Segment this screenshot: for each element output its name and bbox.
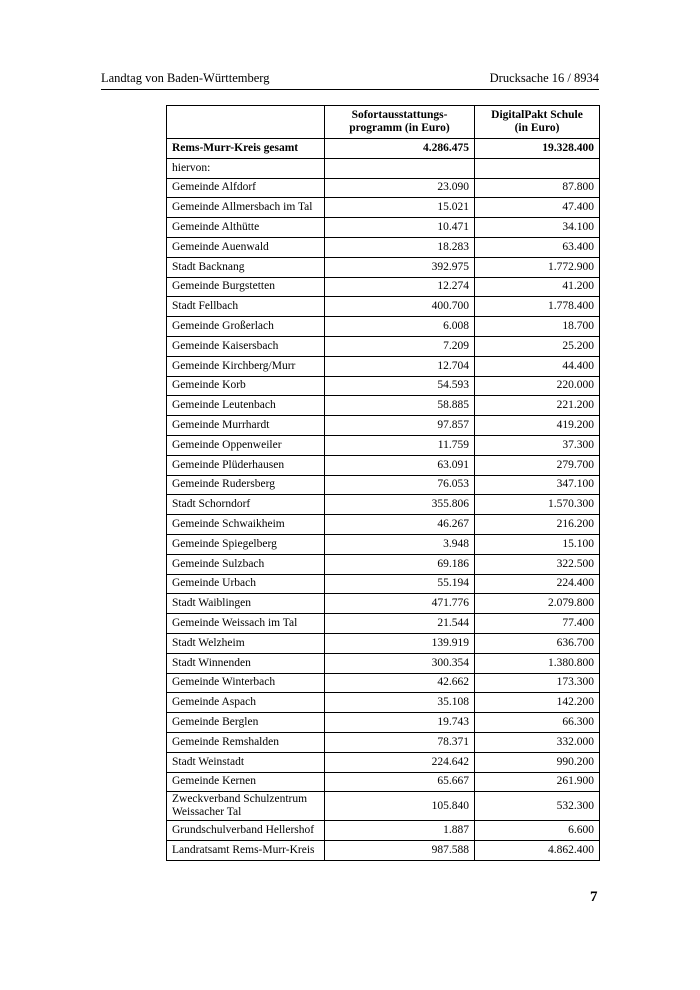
table-row bbox=[167, 257, 600, 277]
row-sofort: 10.471 bbox=[325, 218, 475, 238]
row-sofort: 392.975 bbox=[325, 257, 475, 277]
row-sofort: 65.667 bbox=[325, 772, 475, 792]
row-digital: 419.200 bbox=[475, 416, 600, 436]
row-sofort: 54.593 bbox=[325, 376, 475, 396]
row-digital: 44.400 bbox=[475, 356, 600, 376]
row-digital: 990.200 bbox=[475, 752, 600, 772]
row-sofort: 97.857 bbox=[325, 416, 475, 436]
row-sofort: 400.700 bbox=[325, 297, 475, 317]
table-row bbox=[167, 416, 600, 436]
table-row bbox=[167, 396, 600, 416]
total-sofort: 4.286.475 bbox=[325, 139, 475, 159]
table-row bbox=[167, 475, 600, 495]
row-sofort: 58.885 bbox=[325, 396, 475, 416]
row-sofort: 21.544 bbox=[325, 614, 475, 634]
row-digital: 66.300 bbox=[475, 713, 600, 733]
row-sofort: 35.108 bbox=[325, 693, 475, 713]
table-row bbox=[167, 673, 600, 693]
row-digital: 77.400 bbox=[475, 614, 600, 634]
header-digital-line2: (in Euro) bbox=[514, 122, 560, 134]
row-name: Gemeinde Urbach bbox=[167, 574, 325, 594]
funding-table bbox=[166, 105, 600, 861]
row-sofort: 78.371 bbox=[325, 732, 475, 752]
table-row bbox=[167, 237, 600, 257]
row-sofort: 105.840 bbox=[325, 792, 475, 821]
row-sofort: 19.743 bbox=[325, 713, 475, 733]
row-sofort: 42.662 bbox=[325, 673, 475, 693]
table-row bbox=[167, 435, 600, 455]
row-name: Gemeinde Rudersberg bbox=[167, 475, 325, 495]
table-row bbox=[167, 792, 600, 821]
row-digital: 1.772.900 bbox=[475, 257, 600, 277]
header-digital-line1: DigitalPakt Schule bbox=[491, 109, 583, 121]
row-digital: 1.778.400 bbox=[475, 297, 600, 317]
table-row bbox=[167, 821, 600, 841]
row-sofort: 12.704 bbox=[325, 356, 475, 376]
row-digital: 1.380.800 bbox=[475, 653, 600, 673]
row-name: Gemeinde Kaisersbach bbox=[167, 336, 325, 356]
row-digital: 1.570.300 bbox=[475, 495, 600, 515]
row-name: Stadt Welzheim bbox=[167, 633, 325, 653]
row-digital: 221.200 bbox=[475, 396, 600, 416]
table-row bbox=[167, 495, 600, 515]
header-document-number: Drucksache 16 / 8934 bbox=[489, 71, 599, 85]
row-name: Gemeinde Remshalden bbox=[167, 732, 325, 752]
table-row bbox=[167, 455, 600, 475]
header-digital bbox=[475, 106, 600, 139]
table-row bbox=[167, 297, 600, 317]
table-row bbox=[167, 713, 600, 733]
header-sofort bbox=[325, 106, 475, 139]
row-digital: 34.100 bbox=[475, 218, 600, 238]
row-digital: 63.400 bbox=[475, 237, 600, 257]
table-row bbox=[167, 534, 600, 554]
row-name: Stadt Backnang bbox=[167, 257, 325, 277]
page-number: 7 bbox=[590, 889, 598, 905]
empty-cell bbox=[325, 158, 475, 178]
row-name: Gemeinde Burgstetten bbox=[167, 277, 325, 297]
row-sofort: 7.209 bbox=[325, 336, 475, 356]
table-row bbox=[167, 752, 600, 772]
row-name: Landratsamt Rems-Murr-Kreis bbox=[167, 841, 325, 861]
row-digital: 261.900 bbox=[475, 772, 600, 792]
row-name: Gemeinde Auenwald bbox=[167, 237, 325, 257]
table-row bbox=[167, 574, 600, 594]
header-empty-cell bbox=[167, 106, 325, 139]
row-sofort: 23.090 bbox=[325, 178, 475, 198]
row-name: Gemeinde Schwaikheim bbox=[167, 515, 325, 535]
row-name: Gemeinde Plüderhausen bbox=[167, 455, 325, 475]
row-sofort: 300.354 bbox=[325, 653, 475, 673]
row-name: Stadt Winnenden bbox=[167, 653, 325, 673]
row-digital: 322.500 bbox=[475, 554, 600, 574]
hiervon-label: hiervon: bbox=[167, 158, 325, 178]
row-name: Zweckverband Schulzentrum Weissacher Tal bbox=[167, 792, 325, 821]
row-digital: 220.000 bbox=[475, 376, 600, 396]
row-name: Gemeinde Allmersbach im Tal bbox=[167, 198, 325, 218]
total-row bbox=[167, 139, 600, 159]
table-row bbox=[167, 178, 600, 198]
table-row bbox=[167, 198, 600, 218]
table-row bbox=[167, 594, 600, 614]
row-name: Gemeinde Berglen bbox=[167, 713, 325, 733]
row-digital: 2.079.800 bbox=[475, 594, 600, 614]
row-name: Gemeinde Winterbach bbox=[167, 673, 325, 693]
row-name: Gemeinde Korb bbox=[167, 376, 325, 396]
row-name: Gemeinde Spiegelberg bbox=[167, 534, 325, 554]
empty-cell bbox=[475, 158, 600, 178]
row-digital: 4.862.400 bbox=[475, 841, 600, 861]
table-row bbox=[167, 336, 600, 356]
row-digital: 279.700 bbox=[475, 455, 600, 475]
row-sofort: 139.919 bbox=[325, 633, 475, 653]
row-digital: 87.800 bbox=[475, 178, 600, 198]
row-sofort: 46.267 bbox=[325, 515, 475, 535]
table-row bbox=[167, 317, 600, 337]
header-sofort-line2: programm (in Euro) bbox=[349, 122, 450, 134]
row-sofort: 63.091 bbox=[325, 455, 475, 475]
row-digital: 216.200 bbox=[475, 515, 600, 535]
row-sofort: 6.008 bbox=[325, 317, 475, 337]
table-row bbox=[167, 653, 600, 673]
row-name: Gemeinde Alfdorf bbox=[167, 178, 325, 198]
row-sofort: 355.806 bbox=[325, 495, 475, 515]
table-row bbox=[167, 614, 600, 634]
table-row bbox=[167, 218, 600, 238]
table-row bbox=[167, 376, 600, 396]
table-row bbox=[167, 772, 600, 792]
row-name: Gemeinde Oppenweiler bbox=[167, 435, 325, 455]
row-digital: 18.700 bbox=[475, 317, 600, 337]
row-name: Grundschulverband Hellershof bbox=[167, 821, 325, 841]
row-digital: 224.400 bbox=[475, 574, 600, 594]
row-digital: 332.000 bbox=[475, 732, 600, 752]
table-row bbox=[167, 356, 600, 376]
row-digital: 347.100 bbox=[475, 475, 600, 495]
table-row bbox=[167, 693, 600, 713]
row-digital: 532.300 bbox=[475, 792, 600, 821]
row-sofort: 1.887 bbox=[325, 821, 475, 841]
table-row bbox=[167, 515, 600, 535]
table-header-row bbox=[167, 106, 600, 139]
row-digital: 173.300 bbox=[475, 673, 600, 693]
table-row bbox=[167, 554, 600, 574]
row-name: Gemeinde Murrhardt bbox=[167, 416, 325, 436]
table-row bbox=[167, 633, 600, 653]
row-name: Gemeinde Kernen bbox=[167, 772, 325, 792]
row-name: Gemeinde Aspach bbox=[167, 693, 325, 713]
table-row bbox=[167, 732, 600, 752]
row-digital: 142.200 bbox=[475, 693, 600, 713]
row-sofort: 224.642 bbox=[325, 752, 475, 772]
row-name: Gemeinde Großerlach bbox=[167, 317, 325, 337]
row-sofort: 15.021 bbox=[325, 198, 475, 218]
row-digital: 25.200 bbox=[475, 336, 600, 356]
row-sofort: 987.588 bbox=[325, 841, 475, 861]
row-name: Stadt Schorndorf bbox=[167, 495, 325, 515]
row-digital: 636.700 bbox=[475, 633, 600, 653]
total-digital: 19.328.400 bbox=[475, 139, 600, 159]
total-name: Rems-Murr-Kreis gesamt bbox=[167, 139, 325, 159]
header-sofort-line1: Sofortausstattungs- bbox=[351, 109, 448, 121]
row-name: Gemeinde Althütte bbox=[167, 218, 325, 238]
row-sofort: 76.053 bbox=[325, 475, 475, 495]
row-name: Stadt Fellbach bbox=[167, 297, 325, 317]
row-sofort: 69.186 bbox=[325, 554, 475, 574]
row-name: Gemeinde Weissach im Tal bbox=[167, 614, 325, 634]
row-name: Gemeinde Sulzbach bbox=[167, 554, 325, 574]
row-sofort: 55.194 bbox=[325, 574, 475, 594]
row-digital: 37.300 bbox=[475, 435, 600, 455]
row-sofort: 3.948 bbox=[325, 534, 475, 554]
row-name: Stadt Waiblingen bbox=[167, 594, 325, 614]
row-digital: 41.200 bbox=[475, 277, 600, 297]
hiervon-row bbox=[167, 158, 600, 178]
header-publisher: Landtag von Baden-Württemberg bbox=[101, 71, 270, 85]
table-row bbox=[167, 841, 600, 861]
document-header bbox=[101, 69, 599, 90]
row-sofort: 12.274 bbox=[325, 277, 475, 297]
row-name: Gemeinde Leutenbach bbox=[167, 396, 325, 416]
row-sofort: 18.283 bbox=[325, 237, 475, 257]
row-name: Stadt Weinstadt bbox=[167, 752, 325, 772]
row-digital: 15.100 bbox=[475, 534, 600, 554]
table-row bbox=[167, 277, 600, 297]
row-sofort: 471.776 bbox=[325, 594, 475, 614]
row-digital: 6.600 bbox=[475, 821, 600, 841]
row-sofort: 11.759 bbox=[325, 435, 475, 455]
row-digital: 47.400 bbox=[475, 198, 600, 218]
row-name: Gemeinde Kirchberg/Murr bbox=[167, 356, 325, 376]
